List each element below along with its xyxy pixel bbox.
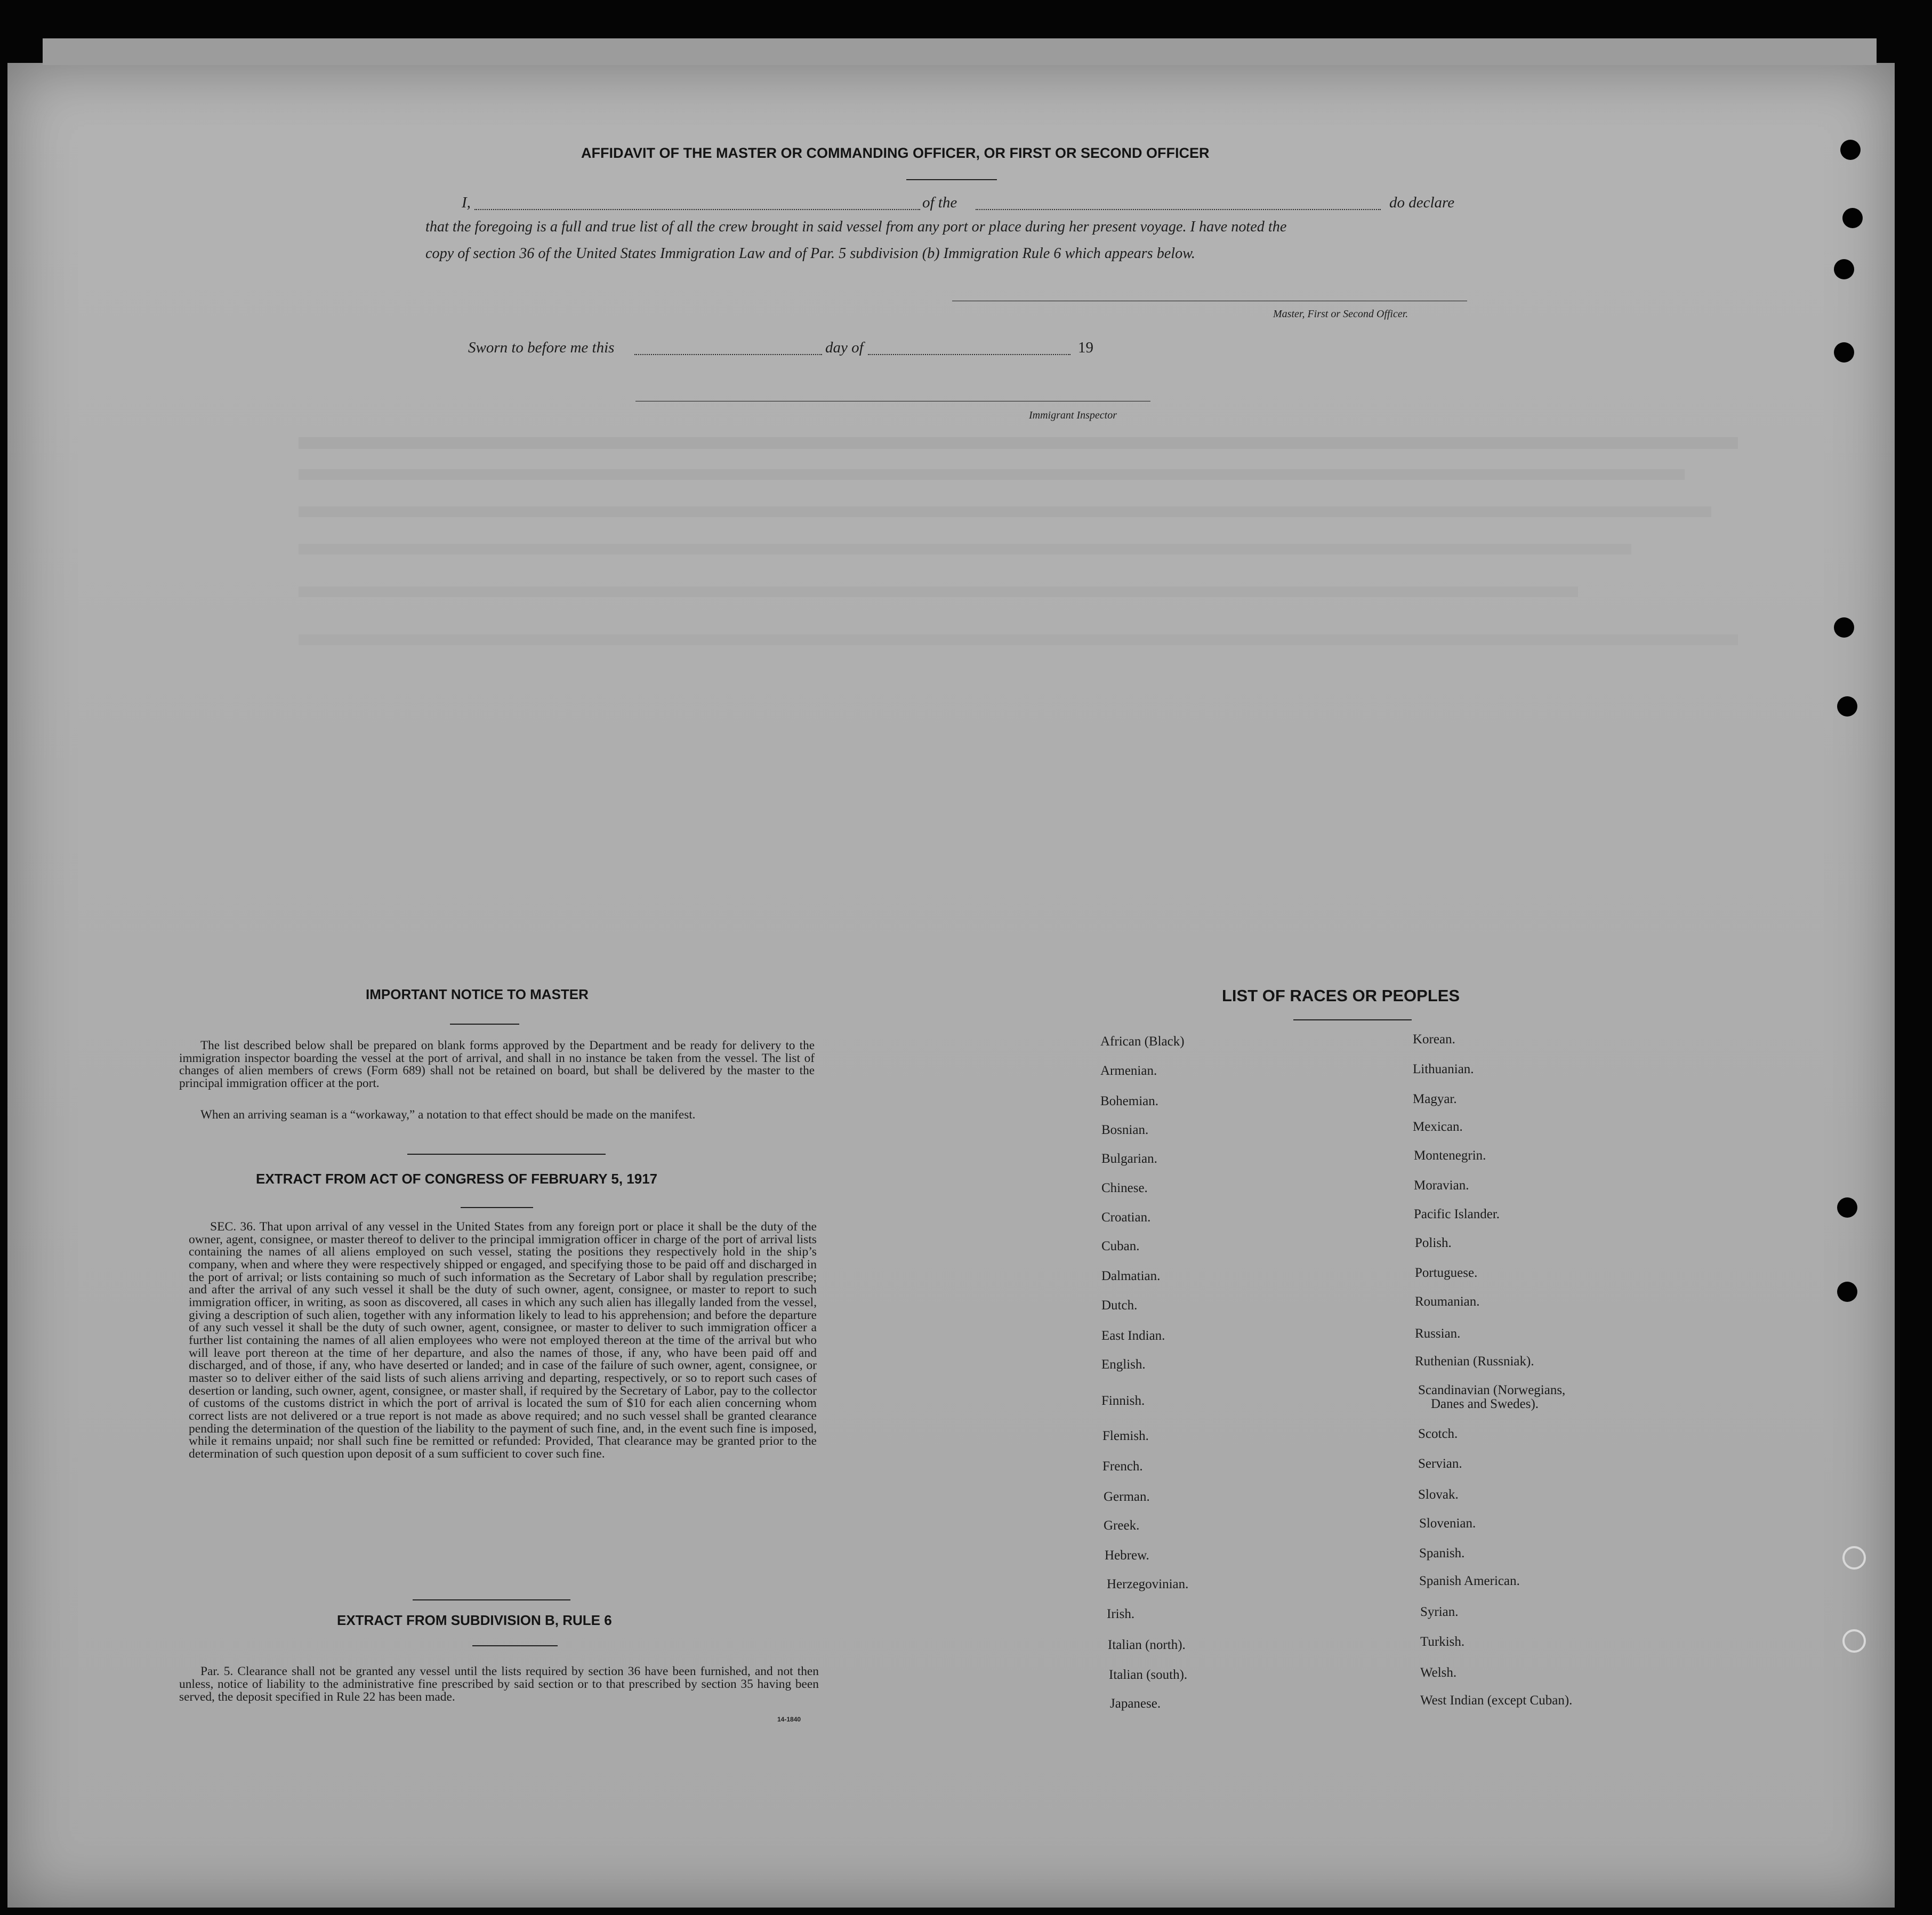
notice-title-rule [450,1024,519,1025]
sworn-year-label: 19 [1078,339,1093,356]
rule-par-5-text: Par. 5. Clearance shall not be granted any vessel until the lists required by section 36 have been furnished, and not then unless, notice of liability to the administrative fine prescribed by said section or to that prescribed by section 35 having been served, the deposit specified in Rule 22 has been made. [179,1664,819,1704]
race-entry: Croatian. [1101,1210,1151,1225]
affidavit-of-the-label: of the [922,194,957,211]
race-entry: Magyar. [1413,1092,1457,1106]
punch-hole [1834,617,1854,638]
races-title: LIST OF RACES OR PEOPLES [1222,986,1460,1005]
notice-paragraph: The list described below shall be prepared on blank forms approved by the Department and be ready for delivery to the immigration inspector boarding the vessel at the port of arrival, and shall in no instance be taken from the vessel. The list of changes of alien members of crews (Form 689) shall not be retained on board, but shall be delivered by the master to the principal immigration officer at the port. [179,1039,815,1090]
punch-hole [1842,1629,1866,1653]
race-entry: Danes and Swedes). [1431,1397,1539,1411]
act-title-rule [461,1207,533,1208]
punch-hole [1837,1282,1857,1302]
race-entry: Irish. [1107,1607,1135,1621]
race-entry: Scotch. [1418,1427,1458,1441]
race-entry: Slovenian. [1419,1516,1476,1531]
rule-title-rule [472,1645,558,1646]
adjacent-sheet-edge [43,38,1877,65]
race-entry: Chinese. [1101,1181,1148,1195]
race-entry: Polish. [1415,1236,1452,1250]
punch-hole [1842,1546,1866,1570]
affidavit-statement-line: copy of section 36 of the United States Immigration Law and of Par. 5 subdivision (b) Immigration Rule 6 which appears below. [425,245,1195,262]
sworn-day-of-label: day of [825,339,864,356]
punch-hole [1837,1197,1857,1218]
race-entry: East Indian. [1101,1329,1165,1343]
sworn-month-field-line[interactable] [868,354,1070,355]
bleed-through-shadow [299,506,1711,517]
race-entry: West Indian (except Cuban). [1420,1693,1573,1708]
race-entry: Slovak. [1418,1487,1459,1502]
manifest-sheet [7,63,1895,1908]
race-entry: Mexican. [1413,1120,1463,1134]
race-entry: Cuban. [1101,1239,1140,1253]
section-divider [413,1599,570,1600]
race-entry: Portuguese. [1415,1266,1478,1280]
act-section-36-text: SEC. 36. That upon arrival of any vessel in the United States from any foreign port or place it shall be the duty of the owner, agent, consignee, or master thereof to deliver to the principal immigration officer in charge of the port of arrival lists containing the names of all aliens employed on such vessel, stating the positions they respectively hold in the ship’s company, when and where they were respectively shipped or engaged, and specifying those to be paid off and discharged in the port of arrival; or lists containing so much of such information as the Secretary of Labor shall by regulation prescribe; and after the arrival of any such vessel it shall be the duty of such owner, agent, consignee, or master to report to such immigration officer, in writing, as soon as discovered, all cases in which any such alien has illegally landed from the vessel, giving a description of such alien, together with any information likely to lead to his apprehension; and before the departure of any such vessel it shall be the duty of such owner, agent, consignee, or master to deliver to such immigration officer a further list containing the names of all alien employees who were not employed thereon at the time of the arrival but who will leave port thereon at the time of her departure, and also the names of those, if any, who have been paid off and discharged, and of those, if any, who have deserted or landed; and in case of the failure of such owner, agent, consignee, or master so to deliver either of the said lists of such aliens arriving and departing, respectively, or so to report such cases of desertion or landing, such owner, agent, consignee, or master shall, if required by the Secretary of Labor, pay to the collector of customs of the customs district in which the port of arrival is located the sum of $10 for each alien concerning whom correct lists are not delivered or a true report is not made as above required; and no such vessel shall be granted clearance pending the determination of the question of the liability to the payment of such fine, and, in the event such fine is imposed, while it remains unpaid; nor shall such fine be remitted or refunded: Provided, That clearance may be granted prior to the determination of such question upon deposit of a sum sufficient to cover such fine. [189,1220,817,1461]
sworn-label: Sworn to before me this [468,339,615,356]
race-entry: Russian. [1415,1326,1461,1341]
bleed-through-shadow [299,544,1631,554]
name-field-line[interactable] [474,209,920,210]
race-entry: Korean. [1413,1032,1455,1047]
race-entry: Greek. [1104,1518,1140,1533]
notice-title: IMPORTANT NOTICE TO MASTER [366,986,589,1002]
punch-hole [1840,140,1861,160]
act-title: EXTRACT FROM ACT OF CONGRESS OF FEBRUARY 5, 1917 [256,1171,658,1187]
race-entry: Syrian. [1420,1605,1459,1619]
punch-hole [1834,259,1854,279]
bleed-through-shadow [299,634,1738,645]
race-entry: Flemish. [1102,1429,1149,1443]
race-entry: Finnish. [1101,1394,1145,1408]
race-entry: Bulgarian. [1101,1152,1157,1166]
race-entry: Ruthenian (Russniak). [1415,1354,1534,1369]
rule-title: EXTRACT FROM SUBDIVISION B, RULE 6 [337,1612,612,1628]
race-entry: Dalmatian. [1101,1269,1161,1283]
race-entry: Spanish. [1419,1546,1465,1560]
race-entry: Welsh. [1420,1665,1457,1680]
sworn-day-field-line[interactable] [634,354,822,355]
inspector-signature-label: Immigrant Inspector [1029,409,1117,421]
affidavit-title-rule [906,179,997,180]
affidavit-i-label: I, [462,194,471,211]
race-entry: Herzegovinian. [1107,1577,1189,1591]
race-entry: Spanish American. [1419,1574,1520,1588]
vessel-field-line[interactable] [976,209,1381,210]
bleed-through-shadow [299,586,1578,597]
race-entry: Moravian. [1414,1178,1469,1193]
race-entry: Turkish. [1420,1635,1465,1649]
race-entry: Italian (north). [1108,1638,1186,1652]
punch-hole [1842,208,1863,228]
punch-hole [1834,342,1854,363]
section-divider [407,1154,606,1155]
punch-hole [1837,696,1857,717]
race-entry: Hebrew. [1105,1548,1149,1563]
notice-paragraph: When an arriving seaman is a “workaway,” a notation to that effect should be made on the manifest. [200,1108,696,1122]
affidavit-title: AFFIDAVIT OF THE MASTER OR COMMANDING OFFICER, OR FIRST OR SECOND OFFICER [581,145,1210,161]
race-entry: Servian. [1418,1457,1462,1471]
race-entry: Italian (south). [1109,1668,1188,1682]
race-entry: Japanese. [1110,1696,1161,1711]
form-number: 14-1840 [777,1716,801,1723]
race-entry: Bohemian. [1100,1094,1159,1108]
race-entry: Roumanian. [1415,1294,1480,1309]
race-entry: French. [1102,1459,1143,1474]
race-entry: Bosnian. [1101,1123,1149,1137]
races-title-rule [1293,1019,1412,1020]
race-entry: German. [1104,1490,1150,1504]
bleed-through-shadow [299,437,1738,449]
affidavit-declare-label: do declare [1389,194,1455,211]
bleed-through-shadow [299,469,1685,480]
race-entry: Scandinavian (Norwegians, [1418,1383,1566,1397]
race-entry: Armenian. [1100,1064,1157,1078]
race-entry: African (Black) [1100,1034,1185,1049]
race-entry: Pacific Islander. [1414,1207,1500,1221]
race-entry: Dutch. [1101,1298,1138,1313]
master-signature-label: Master, First or Second Officer. [1273,308,1408,320]
race-entry: Montenegrin. [1414,1148,1486,1163]
race-entry: Lithuanian. [1413,1062,1474,1076]
race-entry: English. [1101,1357,1146,1372]
affidavit-statement-line: that the foregoing is a full and true list of all the crew brought in said vessel from any port or place during her present voyage. I have noted the [425,219,1287,235]
